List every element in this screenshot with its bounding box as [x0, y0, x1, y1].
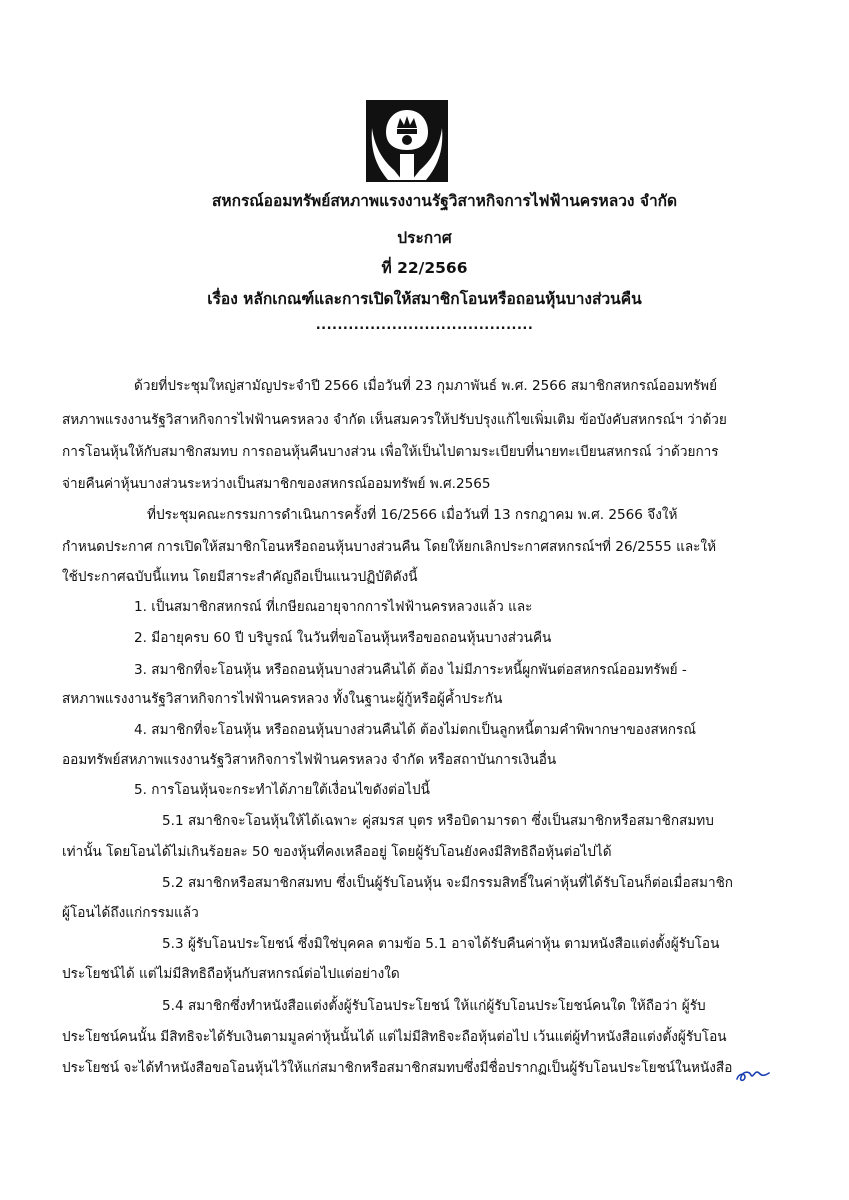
clause-5: 5. การโอนหุ้นจะกระทำได้ภายใต้เงื่อนไขดังต่อไปนี้: [134, 782, 430, 798]
body-line: ด้วยที่ประชุมใหญ่สามัญประจำปี 2566 เมื่อวันที่ 23 กุมภาพันธ์ พ.ศ. 2566 สมาชิกสหกรณ์ออมทรัพย์: [134, 378, 718, 394]
clause-1: 1. เป็นสมาชิกสหกรณ์ ที่เกษียณอายุจากการไฟฟ้านครหลวงแล้ว และ: [134, 599, 533, 615]
clause-5-1: 5.1 สมาชิกจะโอนหุ้นให้ได้เฉพาะ คู่สมรส บุตร หรือบิดามารดา ซึ่งเป็นสมาชิกหรือสมาชิกสมทบ: [162, 813, 714, 829]
cooperative-emblem-icon: [364, 98, 450, 184]
clause-5-3: 5.3 ผู้รับโอนประโยชน์ ซึ่งมิใช่บุคคล ตามข้อ 5.1 อาจได้รับคืนค่าหุ้น ตามหนังสือแต่งตั้งผู้รับโอน: [162, 936, 720, 952]
body-line: ใช้ประกาศฉบับนี้แทน โดยมีสาระสำคัญถือเป็นแนวปฏิบัติดังนี้: [62, 569, 418, 585]
body-line: กำหนดประกาศ การเปิดให้สมาชิกโอนหรือถอนหุ้นบางส่วนคืน โดยให้ยกเลิกประกาศสหกรณ์ฯที่ 26/2555 และให้: [62, 539, 717, 555]
document-type: ประกาศ: [397, 229, 452, 247]
clause-5-4: 5.4 สมาชิกซึ่งทำหนังสือแต่งตั้งผู้รับโอนประโยชน์ ให้แก่ผู้รับโอนประโยชน์คนใด ให้ถือว่า ผู้รับ: [162, 998, 706, 1014]
announcement-number: ที่ 22/2566: [381, 259, 468, 277]
body-line: ประโยชน์ได้ แต่ไม่มีสิทธิถือหุ้นกับสหกรณ์ต่อไปแต่อย่างใด: [62, 966, 400, 982]
body-line: สหภาพแรงงานรัฐวิสาหกิจการไฟฟ้านครหลวง ทั้งในฐานะผู้กู้หรือผู้ค้ำประกัน: [62, 691, 503, 707]
clause-4: 4. สมาชิกที่จะโอนหุ้น หรือถอนหุ้นบางส่วนคืนได้ ต้องไม่ตกเป็นลูกหนี้ตามคำพิพากษาของสหกรณ์: [134, 722, 696, 738]
body-line: ผู้โอนได้ถึงแก่กรรมแล้ว: [62, 905, 199, 921]
clause-5-2: 5.2 สมาชิกหรือสมาชิกสมทบ ซึ่งเป็นผู้รับโอนหุ้น จะมีกรรมสิทธิ์ในค่าหุ้นที่ได้รับโอนก็ต่อเมื่อสมาชิก: [162, 875, 734, 891]
body-line: จ่ายคืนค่าหุ้นบางส่วนระหว่างเป็นสมาชิกของสหกรณ์ออมทรัพย์ พ.ศ.2565: [62, 476, 491, 492]
announcement-subject: เรื่อง หลักเกณฑ์และการเปิดให้สมาชิกโอนหรือถอนหุ้นบางส่วนคืน: [207, 290, 642, 308]
body-line: ออมทรัพย์สหภาพแรงงานรัฐวิสาหกิจการไฟฟ้านครหลวง จำกัด หรือสถาบันการเงินอื่น: [62, 752, 557, 768]
body-line: การโอนหุ้นให้กับสมาชิกสมทบ การถอนหุ้นคืนบางส่วน เพื่อให้เป็นไปตามระเบียบที่นายทะเบียนสหกรณ์ ว่าด้วยการ: [62, 444, 719, 460]
body-line: ประโยชน์ จะได้ทำหนังสือขอโอนหุ้นไว้ให้แก่สมาชิกหรือสมาชิกสมทบซึ่งมีชื่อปรากฏเป็นผู้รับโอนประโยชน์ในหนังสือ: [62, 1060, 733, 1076]
body-line: เท่านั้น โดยโอนได้ไม่เกินร้อยละ 50 ของหุ้นที่คงเหลืออยู่ โดยผู้รับโอนยังคงมีสิทธิถือหุ้นต่อไปได้: [62, 844, 612, 860]
clause-2: 2. มีอายุครบ 60 ปี บริบูรณ์ ในวันที่ขอโอนหุ้นหรือขอถอนหุ้นบางส่วนคืน: [134, 630, 552, 646]
organization-name: สหกรณ์ออมทรัพย์สหภาพแรงงานรัฐวิสาหกิจการไฟฟ้านครหลวง จำกัด: [211, 192, 678, 210]
body-line: ประโยชน์คนนั้น มีสิทธิจะได้รับเงินตามมูลค่าหุ้นนั้นได้ แต่ไม่มีสิทธิจะถือหุ้นต่อไป เว้นแต่ผู้ทำหนังสือแต่งตั้งผู้รับโอน: [62, 1029, 727, 1045]
separator-dots: ........................................: [315, 318, 534, 333]
body-line: สหภาพแรงงานรัฐวิสาหกิจการไฟฟ้านครหลวง จำกัด เห็นสมควรให้ปรับปรุงแก้ไขเพิ่มเติม ข้อบังคับสหกรณ์ฯ ว่าด้วย: [62, 412, 727, 428]
clause-3: 3. สมาชิกที่จะโอนหุ้น หรือถอนหุ้นบางส่วนคืนได้ ต้อง ไม่มีภาระหนี้ผูกพันต่อสหกรณ์ออมทรัพย์ -: [134, 662, 687, 678]
initials-signature-icon: [733, 1065, 773, 1087]
body-line: ที่ประชุมคณะกรรมการดำเนินการครั้งที่ 16/2566 เมื่อวันที่ 13 กรกฎาคม พ.ศ. 2566 จึงให้: [147, 507, 678, 523]
